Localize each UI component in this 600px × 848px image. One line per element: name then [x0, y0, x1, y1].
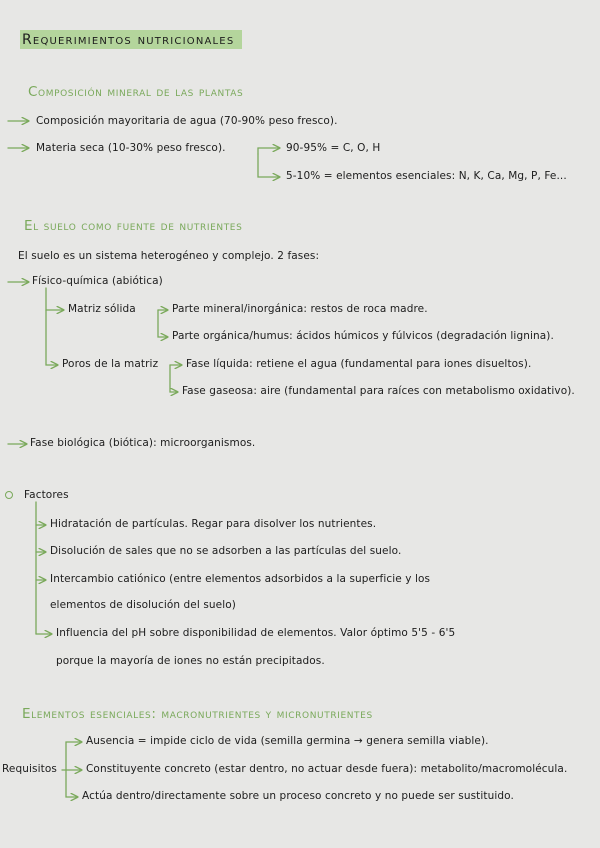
text-requisito-constituyente: Constituyente concreto (estar dentro, no actuar desde fuera): metabolito/macromolécula.: [86, 763, 568, 775]
text-factor-intercambio-cont: elementos de disolución del suelo): [50, 599, 236, 611]
branch-arrow-icon: [170, 365, 177, 392]
text-fase-gaseosa: Fase gaseosa: aire (fundamental para raíces con metabolismo oxidativo).: [182, 385, 575, 397]
text-factor-disolucion: Disolución de sales que no se adsorben a las partículas del suelo.: [50, 545, 402, 557]
branch-arrow-icon: [62, 742, 81, 770]
branch-arrow-icon: [258, 154, 279, 177]
text-requisito-ausencia: Ausencia = impide ciclo de vida (semilla germina → genera semilla viable).: [86, 735, 489, 747]
text-factor-hidratacion: Hidratación de partículas. Regar para disolver los nutrientes.: [50, 518, 377, 530]
branch-arrow-icon: [158, 310, 167, 337]
text-agua: Composición mayoritaria de agua (70-90% peso fresco).: [36, 115, 338, 127]
circle-bullet-icon: [5, 491, 13, 499]
text-fisico-quimica: Físico-química (abiótica): [32, 275, 163, 287]
text-materia-seca: Materia seca (10-30% peso fresco).: [36, 142, 226, 154]
page-title: Requerimientos nutricionales: [20, 30, 242, 49]
branch-arrow-icon: [46, 310, 57, 365]
text-poros: Poros de la matriz: [62, 358, 159, 370]
text-parte-organica: Parte orgánica/humus: ácidos húmicos y fúlvicos (degradación lignina).: [172, 330, 554, 342]
text-fase-liquida: Fase líquida: retiene el agua (fundamental para iones disueltos).: [186, 358, 532, 370]
branch-arrow-icon: [258, 148, 279, 154]
text-requisitos: Requisitos: [2, 763, 57, 775]
branch-arrow-icon: [46, 288, 63, 310]
text-cho: 90-95% = C, O, H: [286, 142, 381, 154]
text-intro-suelo: El suelo es un sistema heterogéneo y complejo. 2 fases:: [18, 250, 320, 262]
text-factores: Factores: [24, 489, 69, 501]
section-heading-mineral: Composición mineral de las plantas: [28, 84, 244, 100]
text-factor-ph-cont: porque la mayoría de iones no están precipitados.: [56, 655, 325, 667]
text-fase-biologica: Fase biológica (biótica): microorganismos.: [30, 437, 256, 449]
text-factor-ph: Influencia del pH sobre disponibilidad de elementos. Valor óptimo 5'5 - 6'5: [56, 627, 456, 639]
text-parte-mineral: Parte mineral/inorgánica: restos de roca madre.: [172, 303, 428, 315]
text-factor-intercambio: Intercambio catiónico (entre elementos adsorbidos a la superficie y los: [50, 573, 431, 585]
text-requisito-actua: Actúa dentro/directamente sobre un proceso concreto y no puede ser sustituido.: [82, 790, 514, 802]
section-heading-elementos: Elementos esenciales: macronutrientes y micronutrientes: [22, 706, 373, 722]
branch-arrow-icon: [66, 770, 77, 797]
text-esenciales: 5-10% = elementos esenciales: N, K, Ca, Mg, P, Fe...: [286, 170, 567, 182]
section-heading-suelo: El suelo como fuente de nutrientes: [24, 218, 243, 234]
text-matriz-solida: Matriz sólida: [68, 303, 136, 315]
